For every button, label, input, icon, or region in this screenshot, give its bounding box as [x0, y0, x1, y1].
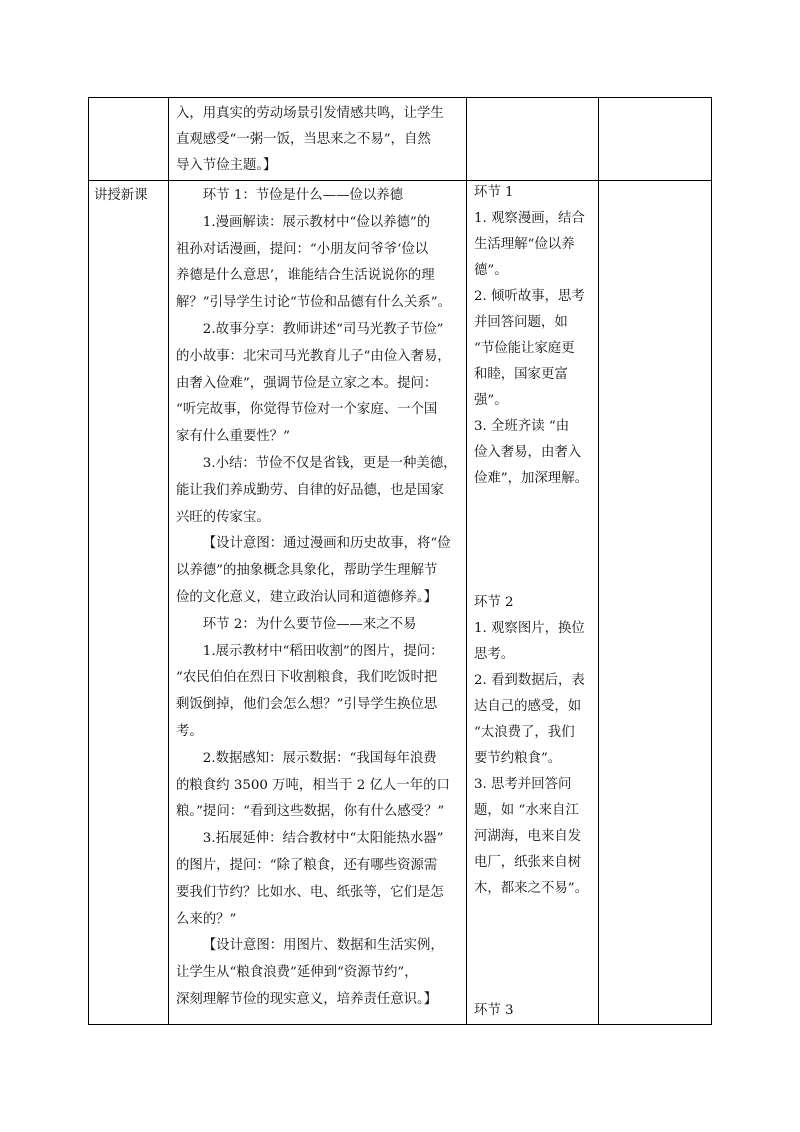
teacher-text-line: 的粮食约 3500 万吨，相当于 2 亿人一年的口: [176, 777, 450, 793]
text-line: 入，用真实的劳动场景引发情感共鸣，让学生: [176, 106, 444, 121]
student-activities-block-1: [474, 180, 599, 492]
teacher-text-line: 1.展示教材中“稻田收割”的图片，提问：: [202, 643, 444, 659]
student-text-line: “节俭能让家庭更: [474, 341, 575, 356]
student-text-line: 俭难”，加深理解。: [474, 471, 588, 486]
teacher-text-line: 2.故事分享：教师讲述“司马光教子节俭”: [202, 321, 444, 337]
teacher-activities-cell: [176, 183, 466, 1014]
teacher-text-line: 环节 1：节俭是什么——俭以养德: [202, 188, 404, 203]
student-text-line: 达自己的感受，如: [474, 699, 582, 714]
student-text-line: 2. 看到数据后，表: [474, 673, 585, 688]
teacher-text-line: 祖孙对话漫画，提问：“小朋友问爷爷‘俭以: [176, 241, 429, 257]
teacher-text-line: 环节 2：为什么要节俭——来之不易: [202, 616, 417, 632]
student-text-line: 思考。: [474, 647, 515, 662]
student-text-line: 1. 观察漫画，结合: [474, 211, 585, 226]
student-text-line: 环节 2: [474, 595, 514, 610]
teacher-text-line: 2.数据感知：展示数据：“我国每年浪费: [202, 750, 437, 766]
row-divider: [88, 180, 712, 181]
student-activities-block-2: [474, 590, 599, 902]
teacher-text-line: 考。: [176, 723, 203, 739]
student-text-line: 环节 1: [474, 185, 514, 200]
student-text-line: 1. 观察图片，换位: [474, 621, 585, 636]
teacher-text-line: 【设计意图：通过漫画和历史故事，将“俭: [202, 536, 451, 552]
student-text-line: 木，都来之不易”。: [474, 881, 588, 896]
table-right-border: [711, 97, 712, 1025]
teacher-text-line: 3.拓展延伸：结合教材中“太阳能热水器”: [202, 831, 444, 847]
teacher-text-line: 由奢入俭难”，强调节俭是立家之本。提问：: [176, 375, 438, 391]
text-line: 直观感受“一粥一饭，当思来之不易”，自然: [176, 132, 431, 147]
teacher-text-line: 让学生从“粮食浪费”延伸到“资源节约”，: [176, 965, 418, 981]
teacher-text-line: 要我们节约？比如水、电、纸张等，它们是怎: [176, 884, 444, 900]
student-text-line: 并回答问题，如: [474, 315, 568, 330]
teacher-text-line: 1.漫画解读：展示教材中“俭以养德”的: [202, 214, 431, 230]
student-text-line: 强”。: [474, 393, 508, 408]
teacher-text-line: 粮。”提问：“看到这些数据，你有什么感受？”: [176, 804, 445, 820]
table-left-border: [88, 97, 89, 1025]
student-text-line: 德”。: [474, 263, 508, 278]
teacher-text-line: 剩饭倒掉，他们会怎么想？”引导学生换位思: [176, 697, 438, 713]
teacher-text-line: 兴旺的传家宝。: [176, 509, 270, 525]
teacher-text-line: 养德是什么意思’，谁能结合生活说说你的理: [176, 268, 435, 284]
column-divider-2: [466, 97, 467, 1025]
student-text-line: 生活理解“俭以养: [474, 237, 575, 252]
row-label: 讲授新课: [94, 188, 148, 203]
student-text-line: 3. 全班齐读 “由: [474, 419, 570, 434]
text-line: 导入节俭主题。】: [176, 158, 277, 173]
teacher-text-line: 以养德”的抽象概念具象化，帮助学生理解节: [176, 563, 438, 579]
student-text-line: 河湖海，电来自发: [474, 829, 582, 844]
teacher-text-line: 么来的？”: [176, 911, 237, 927]
student-text-line: 环节 3: [474, 1003, 514, 1018]
student-text-line: 要节约粮食”。: [474, 751, 562, 766]
teacher-text-line: 家有什么重要性？”: [176, 429, 290, 445]
teacher-text-line: 解？”引导学生讨论“节俭和品德有什么关系”。: [176, 295, 451, 311]
teacher-text-line: 的小故事：北宋司马光教育儿子“由俭入奢易，: [176, 348, 451, 364]
student-activities-block-3: [474, 998, 599, 1024]
student-text-line: “太浪费了，我们: [474, 725, 575, 740]
table-bottom-border: [88, 1024, 712, 1025]
teacher-text-line: “听完故事，你觉得节俭对一个家庭、一个国: [176, 402, 438, 418]
teacher-text-line: 俭的文化意义，建立政治认同和道德修养。】: [176, 589, 438, 605]
teacher-text-line: 的图片，提问：“除了粮食，还有哪些资源需: [176, 857, 438, 873]
teacher-text-line: 能让我们养成勤劳、自律的好品德，也是国家: [176, 482, 444, 498]
table-top-border: [88, 97, 712, 98]
student-text-line: 电厂，纸张来自树: [474, 855, 582, 870]
student-text-line: 题，如 “水来自江: [474, 803, 579, 818]
teacher-text-line: 3.小结：节俭不仅是省钱，更是一种美德，: [202, 455, 457, 471]
student-text-line: 和睦，国家更富: [474, 367, 568, 382]
teacher-text-line: 【设计意图：用图片、数据和生活实例，: [202, 938, 444, 954]
column-divider-1: [168, 97, 169, 1025]
teacher-text-line: “农民伯伯在烈日下收割粮食，我们吃饭时把: [176, 670, 438, 686]
student-text-line: 2. 倾听故事，思考: [474, 289, 585, 304]
teacher-text-line: 深刻理解节俭的现实意义，培养责任意识。】: [176, 991, 438, 1007]
student-text-line: 俭入奢易，由奢入: [474, 445, 582, 460]
top-row-teacher-cell: [176, 101, 466, 179]
student-text-line: 3. 思考并回答问: [474, 777, 572, 792]
